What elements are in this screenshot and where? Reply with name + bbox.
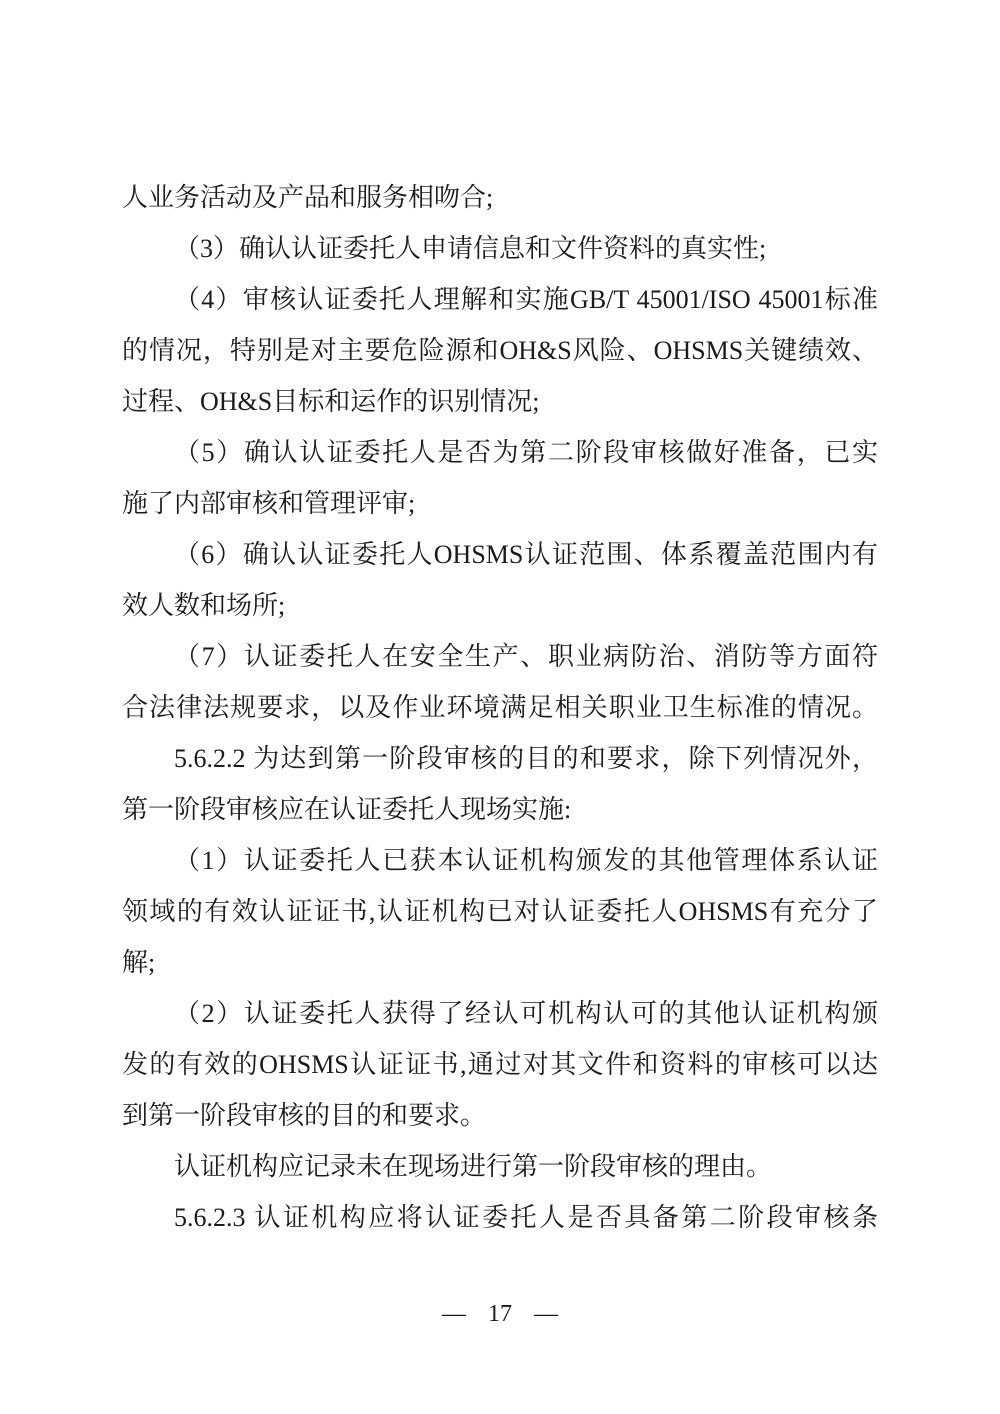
text-line: （2）认证委托人获得了经认可机构认可的其他认证机构颁	[174, 999, 878, 1028]
footer-left-dash: —	[442, 1301, 466, 1327]
text-line: 效人数和场所;	[122, 591, 286, 620]
text-line: （4）审核认证委托人理解和实施GB/T 45001/ISO 45001标准	[174, 285, 878, 314]
text-line: 的情况，特别是对主要危险源和OH&S风险、OHSMS关键绩效、	[122, 336, 878, 365]
footer-right-dash: —	[534, 1301, 558, 1327]
section-heading-5-6-2-2: 5.6.2.2 为达到第一阶段审核的目的和要求，除下列情况外，	[174, 744, 878, 773]
text-line: 解;	[122, 948, 156, 977]
text-line: 合法律法规要求，以及作业环境满足相关职业卫生标准的情况。	[122, 693, 878, 722]
page-number: 17	[488, 1301, 512, 1327]
text-line: 施了内部审核和管理评审;	[122, 489, 416, 518]
text-line: （6）确认认证委托人OHSMS认证范围、体系覆盖范围内有	[174, 540, 878, 569]
text-line: 发的有效的OHSMS认证证书,通过对其文件和资料的审核可以达	[122, 1050, 878, 1079]
text-line: 人业务活动及产品和服务相吻合;	[122, 183, 494, 212]
text-line: （3）确认认证委托人申请信息和文件资料的真实性;	[174, 234, 767, 263]
text-line: （1）认证委托人已获本认证机构颁发的其他管理体系认证	[174, 846, 878, 875]
text-line: （7）认证委托人在安全生产、职业病防治、消防等方面符	[174, 642, 878, 671]
page-footer	[0, 1299, 1000, 1329]
text-line: 第一阶段审核应在认证委托人现场实施:	[122, 795, 572, 824]
text-line: 认证机构应记录未在现场进行第一阶段审核的理由。	[174, 1152, 773, 1181]
text-line: 过程、OH&S目标和运作的识别情况;	[122, 387, 540, 416]
text-line: （5）确认认证委托人是否为第二阶段审核做好准备，已实	[174, 438, 878, 467]
section-heading-5-6-2-3: 5.6.2.3 认证机构应将认证委托人是否具备第二阶段审核条	[174, 1203, 878, 1232]
text-line: 领域的有效认证证书,认证机构已对认证委托人OHSMS有充分了	[122, 897, 878, 926]
text-line: 到第一阶段审核的目的和要求。	[122, 1101, 487, 1130]
document-body	[122, 172, 878, 1243]
